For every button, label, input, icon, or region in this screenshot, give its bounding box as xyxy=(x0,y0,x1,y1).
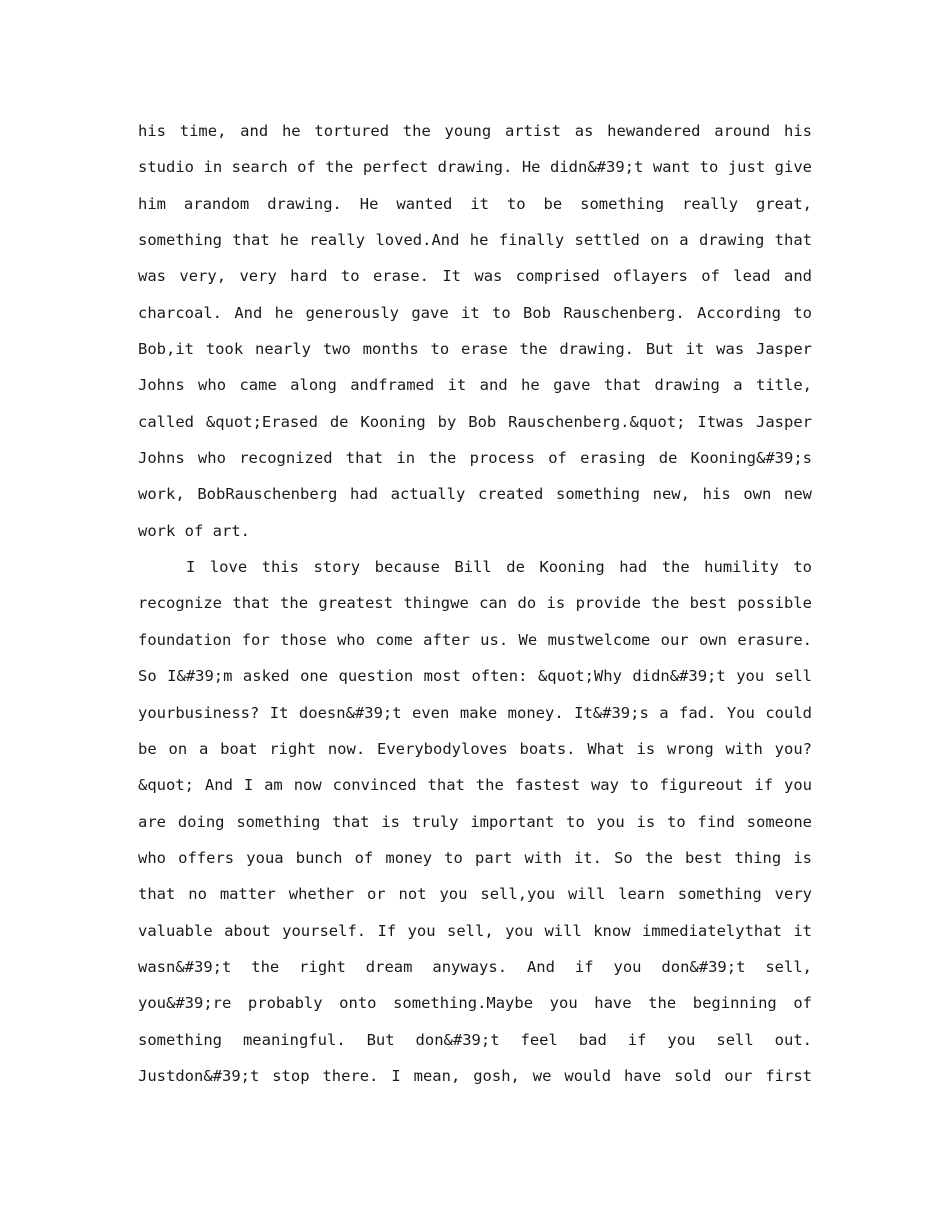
text-line: him arandom drawing. He wanted it to be something really great, xyxy=(138,194,812,213)
text-line: recognize that the greatest thingwe can do is provide the best possible xyxy=(138,594,812,613)
text-line: charcoal. And he generously gave it to Bob Rauschenberg. According to xyxy=(138,303,812,322)
text-line: Justdon&#39;t stop there. I mean, gosh, we would have sold our first xyxy=(138,1066,812,1085)
body-text xyxy=(138,113,812,1094)
text-line: something meaningful. But don&#39;t feel bad if you sell out. xyxy=(138,1030,812,1049)
text-line: Johns who came along andframed it and he gave that drawing a title, xyxy=(138,376,812,395)
text-line: something that he really loved.And he finally settled on a drawing that xyxy=(138,231,812,250)
text-line: &quot; And I am now convinced that the fastest way to figureout if you xyxy=(138,776,812,795)
text-line: called &quot;Erased de Kooning by Bob Rauschenberg.&quot; Itwas Jasper xyxy=(138,412,812,431)
text-line: yourbusiness? It doesn&#39;t even make money. It&#39;s a fad. You could xyxy=(138,703,812,722)
text-line: work, BobRauschenberg had actually created something new, his own new xyxy=(138,485,812,504)
text-line: that no matter whether or not you sell,you will learn something very xyxy=(138,885,812,904)
text-line: studio in search of the perfect drawing. He didn&#39;t want to just give xyxy=(138,158,812,177)
text-line: Bob,it took nearly two months to erase the drawing. But it was Jasper xyxy=(138,340,812,359)
text-line: you&#39;re probably onto something.Maybe you have the beginning of xyxy=(138,994,812,1013)
text-line: foundation for those who come after us. We mustwelcome our own erasure. xyxy=(138,630,812,649)
text-line: Johns who recognized that in the process of erasing de Kooning&#39;s xyxy=(138,449,812,468)
text-line: valuable about yourself. If you sell, you will know immediatelythat it xyxy=(138,921,812,940)
text-line: are doing something that is truly important to you is to find someone xyxy=(138,812,812,831)
paragraph-1 xyxy=(138,113,812,549)
text-line: So I&#39;m asked one question most often: &quot;Why didn&#39;t you sell xyxy=(138,667,812,686)
text-line: be on a boat right now. Everybodyloves boats. What is wrong with you? xyxy=(138,739,812,758)
text-line: was very, very hard to erase. It was comprised oflayers of lead and xyxy=(138,267,812,286)
text-line: work of art. xyxy=(138,521,250,540)
text-line: wasn&#39;t the right dream anyways. And if you don&#39;t sell, xyxy=(138,957,812,976)
text-line: his time, and he tortured the young artist as hewandered around his xyxy=(138,122,812,140)
paragraph-2 xyxy=(138,549,812,1094)
text-line: who offers youa bunch of money to part with it. So the best thing is xyxy=(138,848,812,867)
text-line: I love this story because Bill de Kooning had the humility to xyxy=(186,558,812,577)
